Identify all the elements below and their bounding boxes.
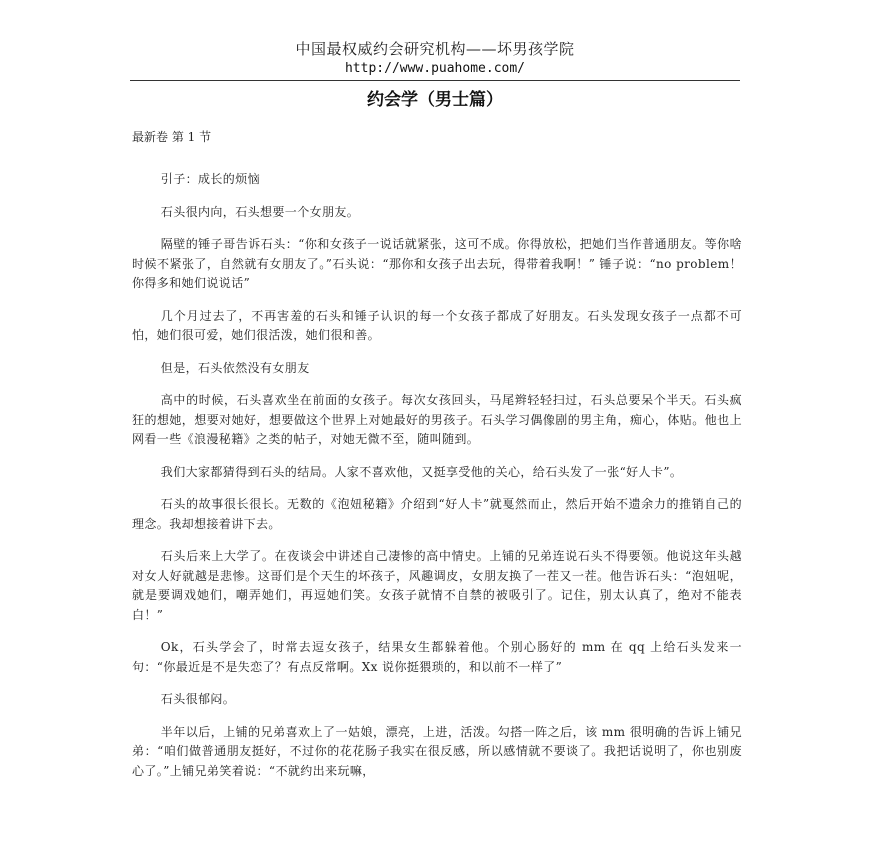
- section-label: 最新卷 第 1 节: [132, 130, 212, 144]
- header-url-link[interactable]: http://www.puahome.com/: [344, 61, 525, 76]
- document-title: 约会学（男士篇）: [367, 90, 503, 110]
- header-divider: [130, 80, 740, 81]
- paragraph: 但是，石头依然没有女朋友: [160, 360, 310, 375]
- page-header: [130, 38, 740, 78]
- paragraph: 几个月过去了，不再害羞的石头和锤子认识的每一个女孩子都成了好朋友。石头发现女孩子一点都不可怕，她们很可爱，她们很活泼，她们很和善。: [132, 308, 742, 342]
- paragraph: 石头很内向，石头想要一个女朋友。: [160, 204, 360, 219]
- paragraph: 石头后来上大学了。在夜谈会中讲述自己凄惨的高中情史。上铺的兄弟连说石头不得要领。他说这年头越对女人好就越是悲惨。这哥们是个天生的坏孩子，风趣调皮，女朋友换了一茬又一茬。他告诉石头：“泡妞呢，就是要调戏她们，嘲弄她们，再逗她们笑。女孩子就情不自禁的被吸引了。记住，别太认真了，绝对不能表白！”: [132, 549, 742, 622]
- paragraph: Ok，石头学会了，时常去逗女孩子，结果女生都躲着他。个别心肠好的 mm 在 qq 上给石头发来一句：“你最近是不是失恋了？有点反常啊。Xx 说你挺猥琐的，和以前不一样了”: [132, 640, 742, 674]
- paragraph: 石头很郁闷。: [160, 692, 236, 706]
- body-text: [132, 170, 742, 794]
- paragraph: 石头的故事很长很长。无数的《泡妞秘籍》介绍到“好人卡”就戛然而止，然后开始不遗余力的推销自己的理念。我却想接着讲下去。: [132, 497, 742, 531]
- paragraph: 高中的时候，石头喜欢坐在前面的女孩子。每次女孩回头，马尾辫轻轻扫过，石头总要呆个半天。石头疯狂的想她，想要对她好，想要做这个世界上对她最好的男孩子。石头学习偶像剧的男主角，痴心，体贴。他也上网看一些《浪漫秘籍》之类的帖子，对她无微不至，随叫随到。: [132, 393, 742, 446]
- paragraph: 我们大家都猜得到石头的结局。人家不喜欢他，又挺享受他的关心，给石头发了一张“好人卡”。: [160, 464, 683, 479]
- paragraph-intro-heading: 引子：成长的烦恼: [160, 172, 260, 186]
- paragraph: 半年以后，上铺的兄弟喜欢上了一姑娘，漂亮，上进，活泼。勾搭一阵之后，该 mm 很明确的告诉上铺兄弟：“咱们做普通朋友挺好，不过你的花花肠子我实在很反感，所以感情就不要谈了。我把话说明了，你也别废心了。”上铺兄弟笑着说：“不就约出来玩嘛，: [132, 724, 742, 778]
- paragraph: 隔壁的锤子哥告诉石头：“你和女孩子一说话就紧张，这可不成。你得放松，把她们当作普通朋友。等你啥时候不紧张了，自然就有女朋友了。”石头说：“那你和女孩子出去玩，得带着我啊！” 锤子说：“no problem！你得多和她们说说话”: [132, 237, 742, 290]
- header-title: 中国最权威约会研究机构——坏男孩学院: [295, 40, 575, 58]
